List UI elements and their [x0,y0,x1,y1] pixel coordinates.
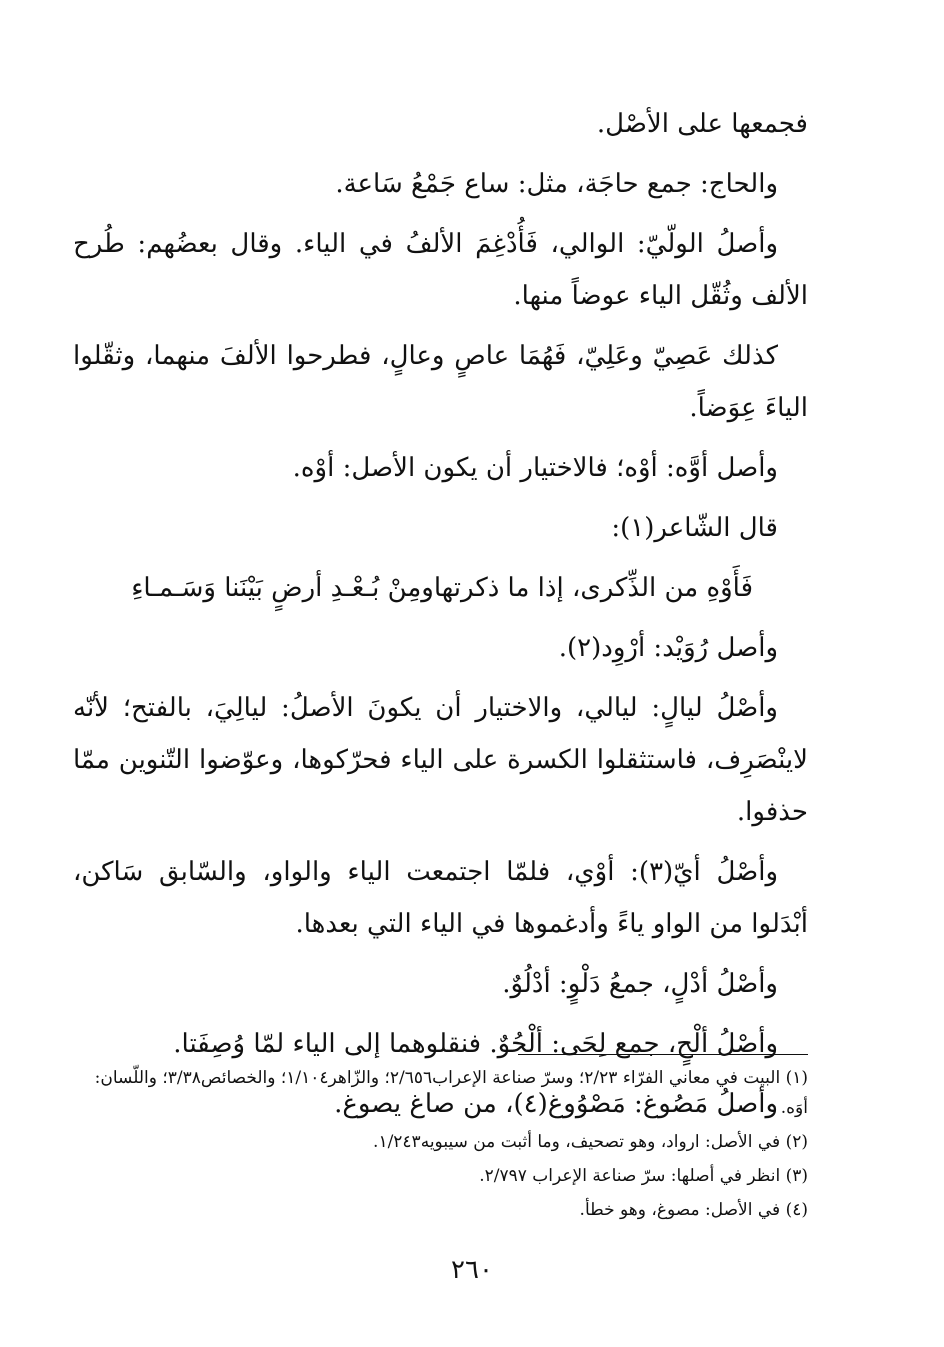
paragraph-jam-aha: فجمعها على الأصْل. [596,109,808,139]
verse-first-hemistich: فَأَوْهِ من الذِّكرى، إذا ما ذكرتها [433,573,753,603]
main-text [73,98,808,1138]
paragraph-awwah: وأصل أوَّه: أوْه؛ فالاختيار أن يكون الأصل: أوْه. [292,453,778,483]
paragraph-al-waliyy: وأصلُ الولّيّ: الوالي، فَأُدْغِمَ الألفُ في الياء. وقال بعضُهم: طُرح الألف وثُقّل الياء عوضاً منها. [73,229,808,311]
footnote-4: (٤) في الأصل: مصوغ، وهو خطأ. [579,1200,808,1220]
paragraph-ayy: وأصْلُ أيّ(٣): أوْي، فلمّا اجتمعت الياء والواو، والسّابق سَاكن، أبْدَلوا من الواو ياءً وأدغموها في الياء التي بعدها. [73,857,808,939]
paragraph-alh: وأصْلُ ألْحٍ، جمع لِحَى: ألْحُوٌ. فنقلوهما إلى الياء لمّا وُصِفَتا. [173,1029,778,1059]
footnote-separator [518,1054,808,1055]
paragraph-layal: وأصْلُ ليالٍ: ليالي، والاختيار أن يكونَ الأصلُ: ليالِيَ، بالفتح؛ لأنّه لاينْصَرِف، فاستثقلوا الكسرة على الياء فحرّكوها، وعوّضوا التّنوين ممّا حذفوا. [73,693,808,827]
verse-second-hemistich: ومِنْ بُـعْـدِ أرضٍ بَيْنَنا وَسَـمـاءِ [131,573,434,603]
paragraph-poet-intro: قال الشّاعر(١): [611,513,778,543]
page-number: ٢٦٠ [451,1255,493,1285]
paragraph-asiyy: كذلك عَصِيّ وعَلِيّ، فَهُمَا عاصٍ وعالٍ، فطرحوا الألفَ منهما، وثقّلوا الياءَ عِوَضاً. [73,341,808,423]
paragraph-ruwayd: وأصل رُوَيْد: أرْوِد(٢). [558,633,778,663]
footnote-2: (٢) في الأصل: ارواد، وهو تصحيف، وما أثبت من سيبويه١/٢٤٣. [373,1132,808,1152]
footnote-1: (١) البيت في معاني الفرّاء ٢/٢٣؛ وسرّ صناعة الإعراب٢/٦٥٦؛ والزّاهر١/١٠٤؛ والخصائص٣/٣٨؛ واللّسان: أوَه. [94,1068,808,1118]
poetry-verse [73,562,808,614]
paragraph-al-haj: والحاج: جمع حاجَة، مثل: ساع جَمْعُ سَاعة. [335,169,778,199]
paragraph-adl: وأصْلُ أدْلٍ، جمعُ دَلْوٍ: أدْلُوٌ. [502,969,778,999]
footnotes [73,1063,808,1229]
footnote-3: (٣) انظر في أصلها: سرّ صناعة الإعراب ٢/٧٩٧. [479,1166,808,1186]
paragraph-masugh: وأصلُ مَصُوغ: مَصْوُوغ(٤)، من صاغ يصوغ. [334,1089,778,1119]
